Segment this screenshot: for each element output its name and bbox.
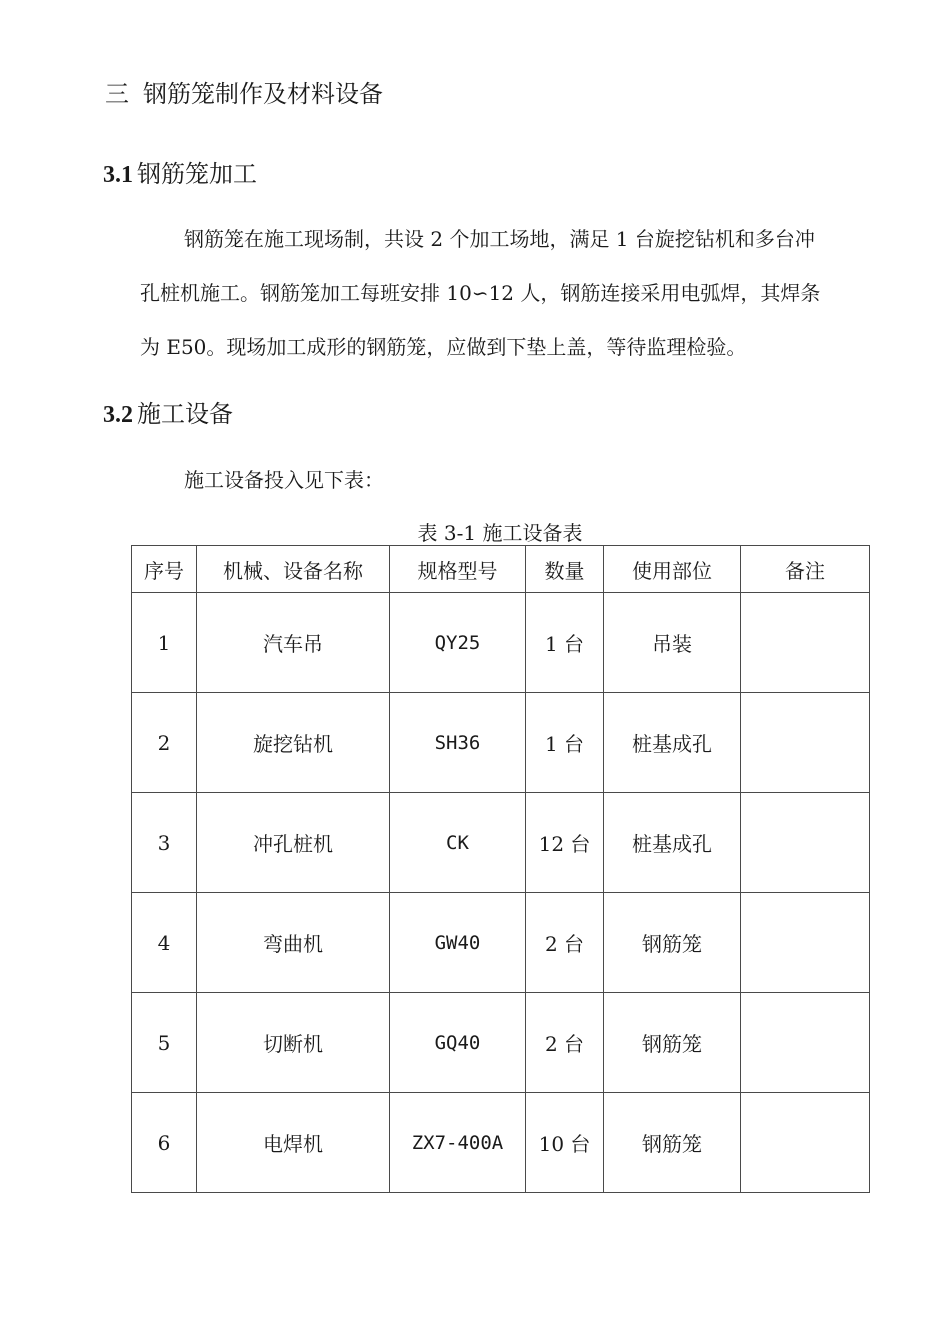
section-3-2-title: 施工设备 bbox=[137, 400, 233, 428]
chapter-heading bbox=[105, 74, 383, 114]
table-caption: 表 3-1 施工设备表 bbox=[417, 521, 583, 545]
cell-model: CK bbox=[390, 793, 526, 893]
cell-usage: 钢筋笼 bbox=[604, 893, 741, 993]
cell-index: 3 bbox=[132, 793, 197, 893]
table-row bbox=[132, 993, 870, 1093]
paragraph-line: 孔桩机施工。钢筋笼加工每班安排 10∽12 人，钢筋连接采用电弧焊，其焊条 bbox=[140, 281, 821, 305]
cell-remarks bbox=[741, 793, 870, 893]
equipment-table bbox=[131, 545, 870, 1193]
cell-model: ZX7-400A bbox=[390, 1093, 526, 1193]
table-row bbox=[132, 1093, 870, 1193]
cell-usage: 吊装 bbox=[604, 593, 741, 693]
intro-line: 施工设备投入见下表： bbox=[184, 468, 384, 492]
cell-name: 弯曲机 bbox=[197, 893, 390, 993]
section-3-1-heading bbox=[103, 154, 257, 195]
cell-quantity: 1 台 bbox=[526, 593, 604, 693]
header-name: 机械、设备名称 bbox=[197, 546, 390, 593]
cell-model: SH36 bbox=[390, 693, 526, 793]
cell-name: 旋挖钻机 bbox=[197, 693, 390, 793]
section-3-2-intro bbox=[140, 453, 890, 507]
cell-remarks bbox=[741, 893, 870, 993]
cell-model: GW40 bbox=[390, 893, 526, 993]
chapter-title: 钢筋笼制作及材料设备 bbox=[143, 80, 383, 108]
paragraph-line: 钢筋笼在施工现场制，共设 2 个加工场地，满足 1 台旋挖钻机和多台冲 bbox=[184, 227, 815, 251]
paragraph-line: 为 E50。现场加工成形的钢筋笼，应做到下垫上盖，等待监理检验。 bbox=[140, 335, 747, 359]
cell-quantity: 10 台 bbox=[526, 1093, 604, 1193]
cell-quantity: 1 台 bbox=[526, 693, 604, 793]
table-row bbox=[132, 893, 870, 993]
cell-model: QY25 bbox=[390, 593, 526, 693]
section-3-1-number: 3.1 bbox=[103, 162, 133, 188]
header-remarks: 备注 bbox=[741, 546, 870, 593]
cell-name: 电焊机 bbox=[197, 1093, 390, 1193]
cell-index: 6 bbox=[132, 1093, 197, 1193]
cell-index: 2 bbox=[132, 693, 197, 793]
header-model: 规格型号 bbox=[390, 546, 526, 593]
cell-model: GQ40 bbox=[390, 993, 526, 1093]
cell-name: 冲孔桩机 bbox=[197, 793, 390, 893]
cell-remarks bbox=[741, 1093, 870, 1193]
cell-quantity: 12 台 bbox=[526, 793, 604, 893]
section-3-2-heading bbox=[103, 394, 233, 435]
header-usage: 使用部位 bbox=[604, 546, 741, 593]
table-row bbox=[132, 693, 870, 793]
cell-usage: 钢筋笼 bbox=[604, 993, 741, 1093]
chapter-number: 三 bbox=[105, 80, 129, 108]
cell-remarks bbox=[741, 693, 870, 793]
cell-usage: 钢筋笼 bbox=[604, 1093, 741, 1193]
cell-index: 4 bbox=[132, 893, 197, 993]
cell-quantity: 2 台 bbox=[526, 893, 604, 993]
header-index: 序号 bbox=[132, 546, 197, 593]
section-3-1-paragraph bbox=[140, 212, 890, 374]
cell-name: 汽车吊 bbox=[197, 593, 390, 693]
cell-quantity: 2 台 bbox=[526, 993, 604, 1093]
table-row bbox=[132, 793, 870, 893]
header-quantity: 数量 bbox=[526, 546, 604, 593]
cell-index: 5 bbox=[132, 993, 197, 1093]
cell-name: 切断机 bbox=[197, 993, 390, 1093]
cell-index: 1 bbox=[132, 593, 197, 693]
section-3-2-number: 3.2 bbox=[103, 402, 133, 428]
cell-remarks bbox=[741, 593, 870, 693]
cell-usage: 桩基成孔 bbox=[604, 793, 741, 893]
section-3-1-title: 钢筋笼加工 bbox=[137, 160, 257, 188]
cell-usage: 桩基成孔 bbox=[604, 693, 741, 793]
table-header-row bbox=[132, 546, 870, 593]
cell-remarks bbox=[741, 993, 870, 1093]
table-row bbox=[132, 593, 870, 693]
